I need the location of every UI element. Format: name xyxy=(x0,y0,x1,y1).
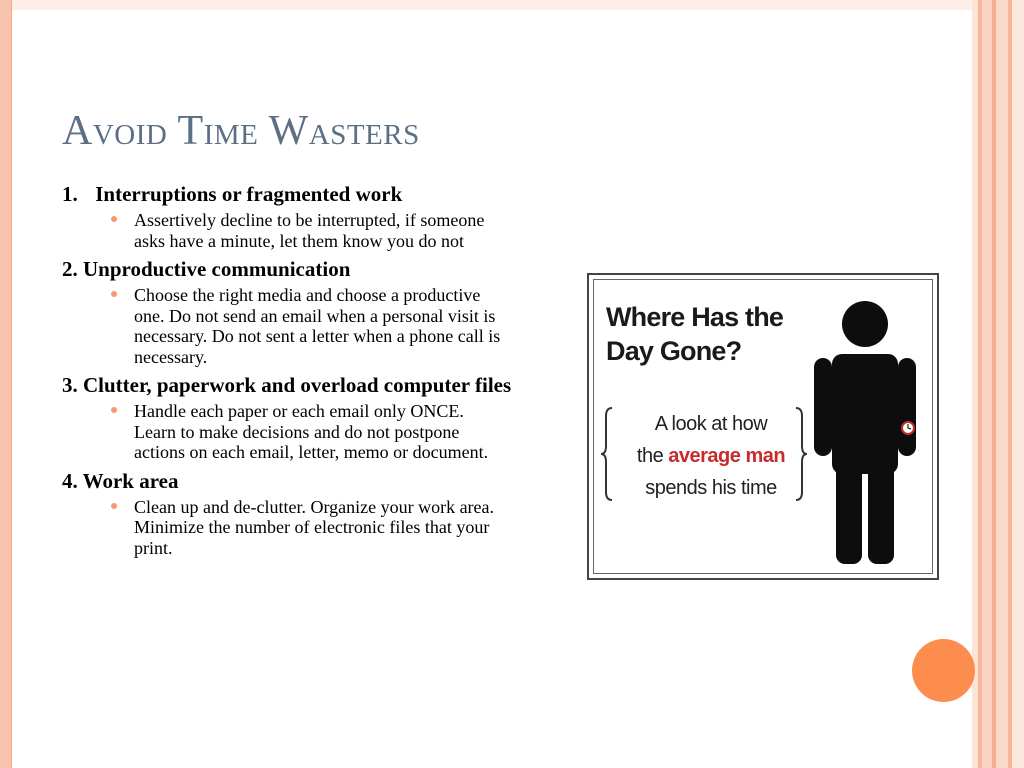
bullet-list xyxy=(62,210,512,251)
slide-top-border xyxy=(0,0,1024,10)
caption-line2 xyxy=(616,440,806,472)
item-number: 2. xyxy=(62,257,78,281)
list-item xyxy=(62,373,512,463)
infographic-picture xyxy=(587,273,939,580)
bullet-dot-icon xyxy=(111,291,117,297)
bullet-item xyxy=(62,210,512,251)
bullet-text: Handle each paper or each email only ONCE. Learn to make decisions and do not postpone actions on each email, letter, memo or document. xyxy=(134,401,489,462)
right-brace-icon xyxy=(794,406,808,502)
item-heading xyxy=(62,182,512,206)
left-brace-icon xyxy=(600,406,614,502)
caption-line2-prefix: the xyxy=(636,445,669,467)
item-heading-text: Clutter, paperwork and overload computer files xyxy=(83,373,512,397)
bullet-dot-icon xyxy=(111,407,117,413)
slide-left-border xyxy=(0,0,11,768)
item-heading xyxy=(62,373,512,397)
caption-line1: A look at how xyxy=(654,413,768,435)
item-number: 1. xyxy=(62,182,78,206)
item-heading-text: Unproductive communication xyxy=(83,257,351,281)
item-heading-text: Work area xyxy=(82,468,179,493)
man-silhouette-icon xyxy=(810,298,920,568)
slide-title: Avoid Time Wasters xyxy=(62,108,420,154)
infographic-caption xyxy=(616,408,806,504)
infographic-title-line2: Day Gone? xyxy=(606,336,742,366)
caption-line3: spends his time xyxy=(645,477,777,499)
item-number: 3. xyxy=(62,373,78,397)
slide-content xyxy=(62,182,512,564)
bullet-text: Clean up and de-clutter. Organize your work area. Minimize the number of electronic files that your print. xyxy=(134,496,495,558)
infographic-title-line1: Where Has the xyxy=(606,302,784,332)
bullet-item xyxy=(62,285,512,367)
bullet-item xyxy=(62,497,512,559)
bullet-list xyxy=(62,285,512,367)
item-heading-text: Interruptions or fragmented work xyxy=(95,182,403,206)
item-heading xyxy=(62,257,512,281)
item-number: 4. xyxy=(62,468,78,493)
infographic-title xyxy=(606,300,826,368)
list-item xyxy=(62,182,512,251)
caption-highlight: average man xyxy=(668,445,786,467)
slide-right-stripes xyxy=(972,0,1024,768)
slide-left-border-line xyxy=(11,0,12,768)
list-item xyxy=(62,257,512,367)
bullet-dot-icon xyxy=(111,216,117,222)
bullet-dot-icon xyxy=(111,503,117,509)
bullet-item xyxy=(62,401,512,463)
bullet-list xyxy=(62,401,512,463)
bullet-text: Assertively decline to be interrupted, if someone asks have a minute, let them know you do not xyxy=(134,210,485,251)
infographic-inner xyxy=(593,279,933,574)
item-heading xyxy=(62,469,512,493)
bullet-text: Choose the right media and choose a productive one. Do not send an email when a personal visit is necessary. Do not sent a letter when a phone call is necessary. xyxy=(134,285,501,367)
list-item xyxy=(62,469,512,559)
decorative-circle xyxy=(912,639,975,702)
bullet-list xyxy=(62,497,512,559)
